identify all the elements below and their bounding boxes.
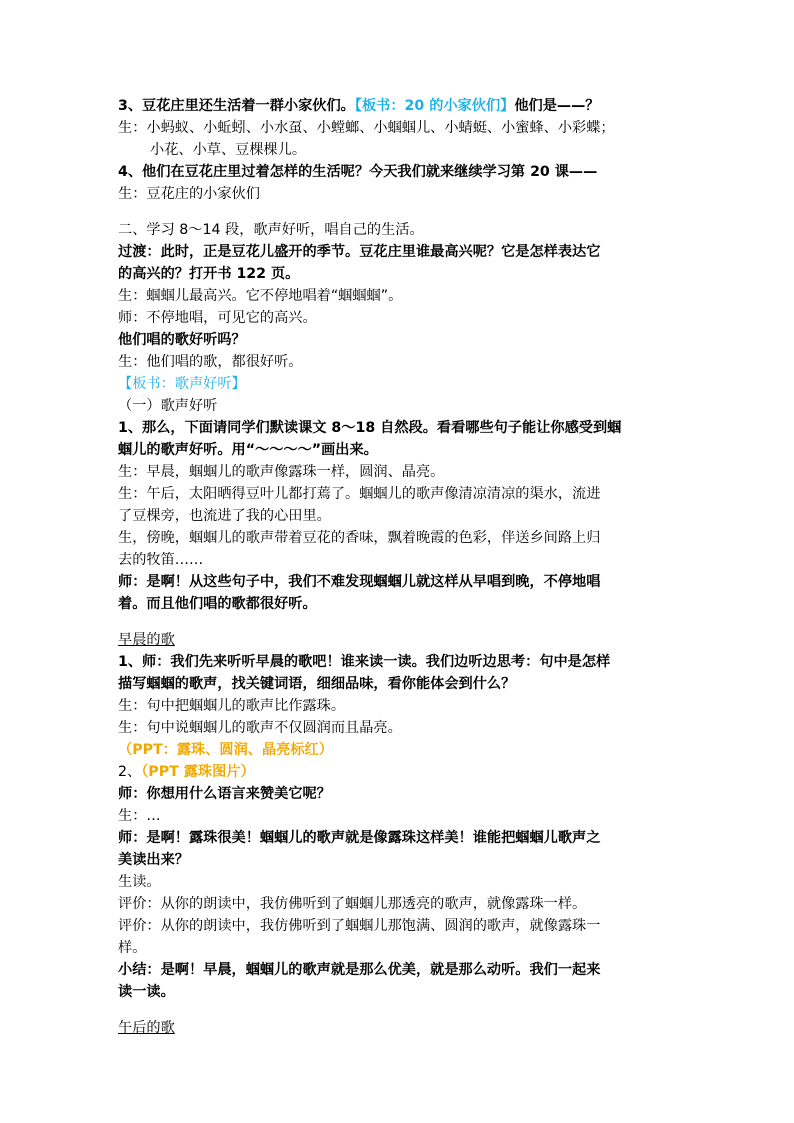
paragraph-line: 师：是啊！从这些句子中，我们不难发现蝈蝈儿就这样从早唱到晚，不停地唱 <box>118 574 601 590</box>
paragraph-line: 4、他们在豆花庄里过着怎样的生活呢？今天我们就来继续学习第 20 课—— <box>118 164 598 180</box>
paragraph-line: 生：早晨，蝈蝈儿的歌声像露珠一样，圆润、晶亮。 <box>118 464 445 480</box>
paragraph-line: 的高兴的？打开书 122 页。 <box>118 266 300 282</box>
paragraph-line: 生：句中说蝈蝈儿的歌声不仅圆润而且晶亮。 <box>118 720 402 736</box>
subheading-morning-song: 早晨的歌 <box>118 632 175 648</box>
paragraph-line: 3、豆花庄里还生活着一群小家伙们。【板书：20 的小家伙们】他们是——？ <box>118 98 600 114</box>
paragraph-line: 描写蝈蝈的歌声，找关键词语，细细品味，看你能体会到什么？ <box>118 676 516 692</box>
paragraph-line: 生：蝈蝈儿最高兴。它不停地唱着“蝈蝈蝈”。 <box>118 288 403 304</box>
subsection-heading: （一）歌声好听 <box>118 398 218 414</box>
paragraph-line: 2、（PPT 露珠图片） <box>118 764 255 780</box>
paragraph-line: 评价：从你的朗读中，我仿佛听到了蝈蝈儿那透亮的歌声，就像露珠一样。 <box>118 896 587 912</box>
paragraph-line: 生，傍晚，蝈蝈儿的歌声带着豆花的香味，飘着晚霞的色彩，伴送乡间路上归 <box>118 530 601 546</box>
paragraph-line: 小结：是啊！早晨，蝈蝈儿的歌声就是那么优美，就是那么动听。我们一起来 <box>118 962 601 978</box>
paragraph-line: 生：他们唱的歌，都很好听。 <box>118 354 303 370</box>
board-note: 【板书：20 的小家伙们】 <box>354 98 515 114</box>
paragraph-line: 了豆棵旁，也流进了我的心田里。 <box>118 508 331 524</box>
paragraph-line: 师：你想用什么语言来赞美它呢？ <box>118 786 331 802</box>
paragraph-line: 着。而且他们唱的歌都很好听。 <box>118 596 317 612</box>
paragraph-line: 生读。 <box>118 874 161 890</box>
paragraph-line: 过渡：此时，正是豆花儿盛开的季节。豆花庄里谁最高兴呢？它是怎样表达它 <box>118 244 601 260</box>
paragraph-line: 去的牧笛…… <box>118 552 204 568</box>
paragraph-line: 生：小蚂蚁、小蚯蚓、小水虿、小螳螂、小蝈蝈儿、小蜻蜓、小蜜蜂、小彩蝶； <box>118 120 615 136</box>
paragraph-line: 生：午后，太阳晒得豆叶儿都打蔫了。蝈蝈儿的歌声像清凉清凉的渠水，流进 <box>118 486 601 502</box>
paragraph-line: 生：句中把蝈蝈儿的歌声比作露珠。 <box>118 698 346 714</box>
paragraph-line: 样。 <box>118 940 147 956</box>
paragraph-line: 1、师：我们先来听听早晨的歌吧！谁来读一读。我们边听边思考：句中是怎样 <box>118 654 611 670</box>
paragraph-line: 师：是啊！露珠很美！蝈蝈儿的歌声就是像露珠这样美！谁能把蝈蝈儿歌声之 <box>118 830 601 846</box>
subheading-afternoon-song: 午后的歌 <box>118 1020 175 1036</box>
paragraph-line: 生：… <box>118 808 161 824</box>
paragraph-line: 读一读。 <box>118 984 175 1000</box>
paragraph-line: 1、那么，下面请同学们默读课文 8～18 自然段。看看哪些句子能让你感受到蝈 <box>118 420 622 436</box>
paragraph-line: 蝈儿的歌声好听。用“～～～～”画出来。 <box>118 442 378 458</box>
ppt-note: （PPT 露珠图片） <box>141 764 255 780</box>
paragraph-line: 师：不停地唱，可见它的高兴。 <box>118 310 317 326</box>
paragraph-line: 评价：从你的朗读中，我仿佛听到了蝈蝈儿那饱满、圆润的歌声，就像露珠一 <box>118 918 601 934</box>
ppt-note: （PPT：露珠、圆润、晶亮标红） <box>118 742 333 758</box>
paragraph-line: 他们唱的歌好听吗？ <box>118 332 246 348</box>
paragraph-line: 小花、小草、豆棵棵儿。 <box>150 142 307 158</box>
board-note: 【板书：歌声好听】 <box>118 376 246 392</box>
paragraph-line: 生：豆花庄的小家伙们 <box>118 186 260 202</box>
paragraph-line: 美读出来？ <box>118 852 189 868</box>
section-heading: 二、学习 8～14 段，歌声好听，唱自己的生活。 <box>118 222 424 238</box>
